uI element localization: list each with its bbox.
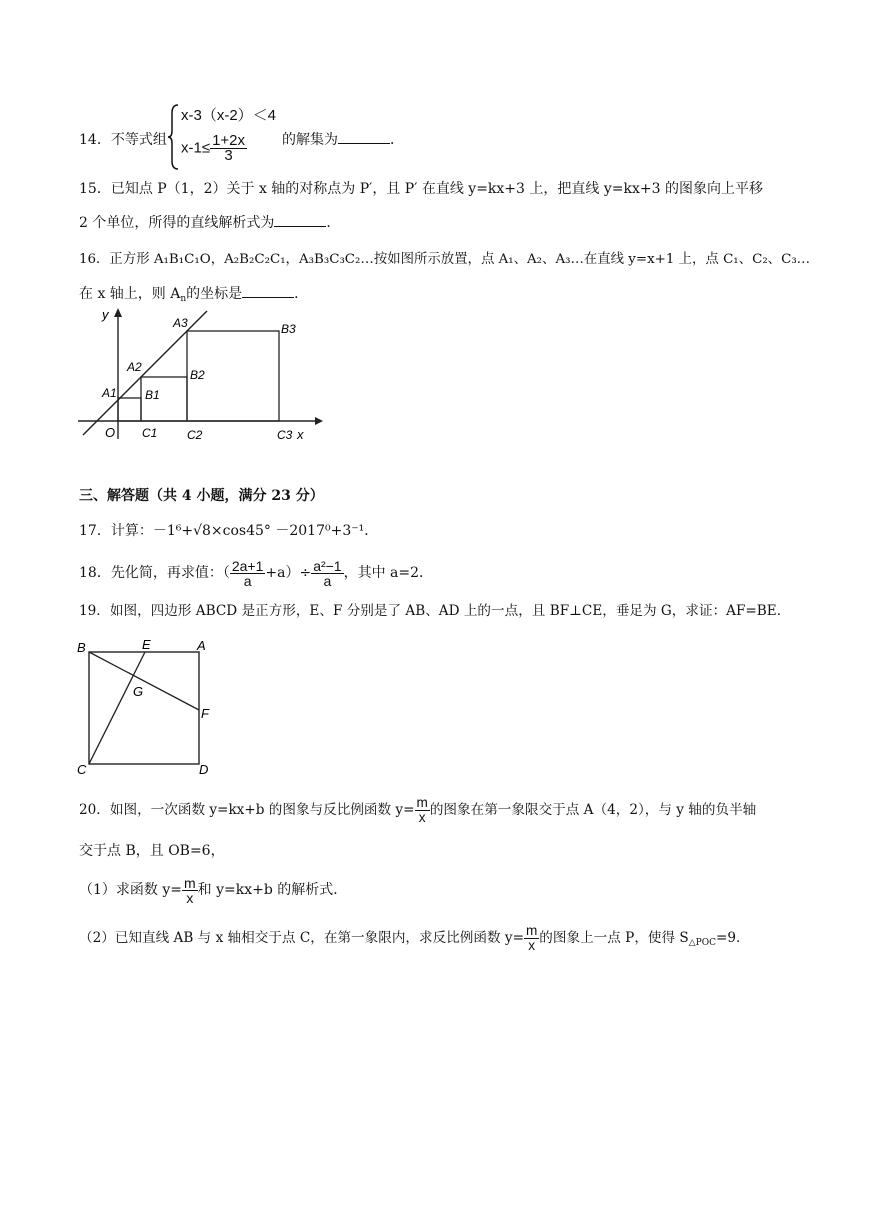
q16-label-A1: A1 (102, 386, 117, 400)
q20-fraction-3 (524, 924, 539, 953)
q15-line1-text: 15．已知点 P（1，2）关于 x 轴的对称点为 P′，且 P′ 在直线 y=kx+3 上，把直线 y=kx+3 的图象向上平移 (79, 181, 763, 197)
q18-start: 18．先化简，再求值：（ (79, 565, 230, 581)
q16-label-C3: C3 (277, 428, 293, 442)
q20-frac2-num: m (184, 874, 196, 891)
q16-x-arrow (315, 417, 323, 425)
q19-segment-BF (89, 652, 199, 710)
q18-frac1-num: 2a+1 (231, 557, 264, 574)
q20-part1 (79, 874, 347, 906)
q16-y-arrow (114, 308, 122, 317)
q20-frac3-den: x (528, 938, 536, 953)
q20-fraction-2 (182, 876, 198, 905)
q14-inequality-1 (181, 104, 276, 125)
q16-label-A2: A2 (127, 360, 142, 374)
q19-label-B: B (77, 640, 86, 655)
q20-fraction-1 (415, 796, 430, 825)
q14-brace (167, 103, 181, 171)
q14-fraction-den: 3 (224, 147, 233, 164)
q14-ineq1-text: x-3（x-2）＜4 (181, 107, 277, 124)
q16-label-B3: B3 (281, 322, 296, 336)
q16-line2-a: 在 x 轴上，则 A (79, 286, 181, 302)
q19-text: 19．如图，四边形 ABCD 是正方形，E、F 分别是了 AB、AD 上的一点，且 BF⊥CE，垂足为 G，求证：AF=BE． (79, 603, 791, 619)
q16-answer-blank[interactable] (242, 285, 294, 298)
q15-end: ． (326, 215, 341, 231)
q19-figure (75, 636, 225, 778)
q16-label-C2: C2 (187, 428, 203, 442)
q15-line1 (79, 179, 763, 199)
q14-fraction-num: 1+2x (212, 132, 246, 149)
q20-line1-a: 20．如图，一次函数 y=kx+b 的图象与反比例函数 y= (79, 802, 415, 818)
q16-line1-text: 16．正方形 A₁B₁C₁O，A₂B₂C₂C₁，A₃B₃C₃C₂…按如图所示放置，点 A₁、A₂、A₃…在直线 y=x+1 上，点 C₁、C₂、C₃… (79, 252, 811, 267)
q16-line2-b: 的坐标是 (186, 286, 243, 302)
q20-part1-b: 和 y=kx+b 的解析式． (197, 882, 348, 898)
q18-frac1-den: a (243, 572, 252, 589)
q19-label-C: C (77, 762, 87, 777)
q20-part2-b: 的图象上一点 P，使得 S (539, 930, 689, 946)
q19-label-D: D (199, 762, 209, 777)
q20-part2-c: =9． (716, 930, 750, 946)
q16-line-y-x-plus-1 (83, 311, 207, 435)
q20-part2-sub: △POC (688, 938, 716, 948)
q16-label-B2: B2 (190, 368, 205, 382)
q20-line1 (79, 794, 756, 826)
q15-line2-text: 2 个单位，所得的直线解析式为 (79, 215, 275, 231)
q16-end: ． (294, 286, 309, 302)
q19 (79, 601, 790, 621)
q19-label-G: G (133, 684, 144, 699)
q14-inequality-2 (181, 134, 247, 163)
q16-figure (75, 305, 325, 445)
q20-frac2-den: x (186, 889, 194, 906)
q19-label-F: F (201, 706, 209, 721)
q15-answer-blank[interactable] (274, 214, 326, 227)
q20-line2 (79, 841, 225, 861)
q16-label-C1: C1 (142, 426, 158, 440)
q20-frac3-num: m (525, 923, 538, 938)
q16-line1 (79, 250, 810, 270)
q19-label-A: A (197, 638, 206, 653)
q20-part2 (79, 922, 750, 959)
section-3-title: 三、解答题（共 4 小题，满分 23 分） (79, 488, 324, 504)
q16-label-x: x (297, 427, 304, 442)
q14-number (79, 130, 167, 150)
q14-ineq2-left: x-1≤ (181, 139, 211, 157)
q14-tail-text: 的解集为 (282, 132, 338, 148)
q20-line1-b: 的图象在第一象限交于点 A（4，2），与 y 轴的负半轴 (429, 802, 757, 818)
q14-answer-blank[interactable] (338, 131, 390, 144)
q14-label: 14．不等式组 (79, 132, 167, 148)
q18-end: ，其中 a=2． (343, 565, 434, 581)
q14-end: ． (390, 132, 404, 148)
q18-frac2-den: a (323, 572, 332, 589)
q16-label-A3: A3 (173, 316, 188, 330)
q17 (79, 521, 378, 541)
section-3-heading (79, 486, 324, 506)
q16-label-B1: B1 (145, 388, 160, 402)
q17-text: 17．计算：－1⁶+√8×cos45° －2017⁰+3⁻¹． (79, 523, 379, 539)
q20-frac1-den: x (418, 810, 426, 825)
q19-label-E: E (142, 637, 151, 652)
q16-square-1 (118, 398, 141, 421)
q20-part1-a: （1）求函数 y= (79, 882, 182, 898)
q14-fraction (210, 134, 247, 163)
q19-segment-CE (89, 652, 145, 764)
q16-label-O: O (105, 425, 116, 440)
q18 (79, 558, 433, 588)
q15-line2 (79, 213, 340, 233)
q14-tail (282, 130, 404, 150)
q16-label-y: y (102, 307, 109, 322)
q20-part2-a: （2）已知直线 AB 与 x 轴相交于点 C，在第一象限内，求反比例函数 y= (79, 930, 524, 946)
q18-fraction-2 (311, 559, 343, 588)
q19-square (89, 652, 199, 764)
q18-fraction-1 (230, 559, 266, 588)
q18-frac2-num: a²−1 (313, 557, 342, 574)
q20-frac1-num: m (416, 795, 428, 810)
q16-line2-sub: n (180, 294, 187, 304)
q18-mid: +a）÷ (265, 565, 312, 581)
q20-line2-text: 交于点 B，且 OB=6， (79, 843, 225, 859)
